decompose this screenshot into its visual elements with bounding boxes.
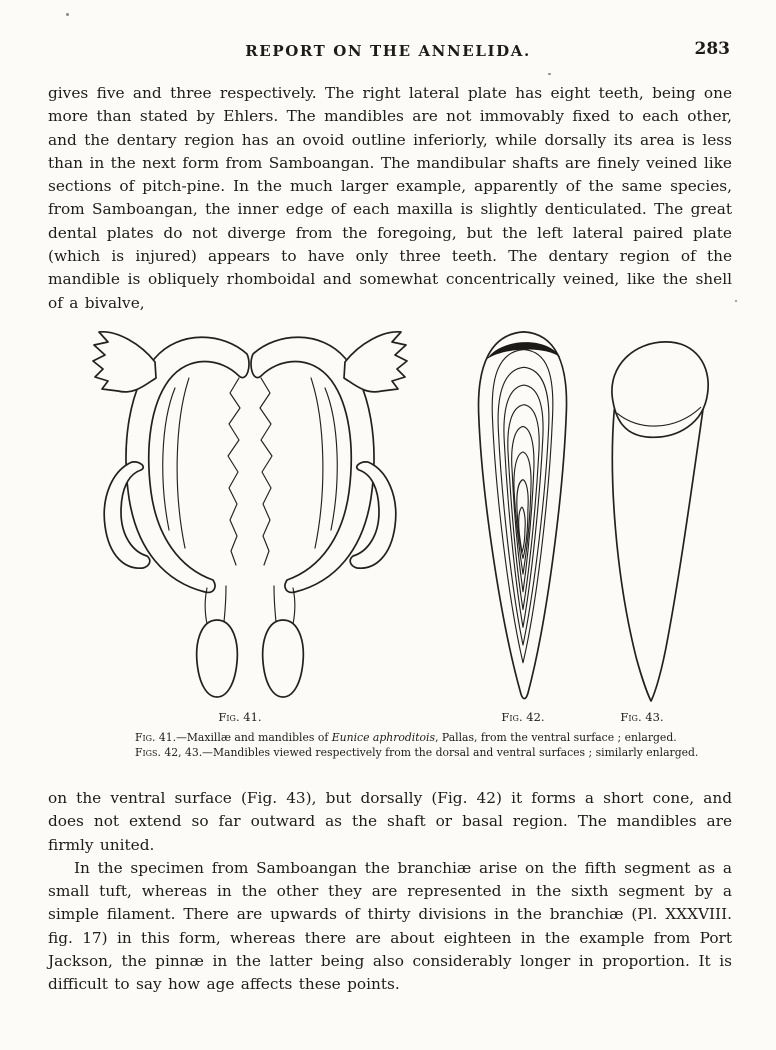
paragraph: on the ventral surface (Fig. 43), but dorsally (Fig. 42) it forms a short cone, and does not extend so far outward as the shaft or basal region. The mandibles are firmly united. (48, 789, 732, 854)
scan-speck (548, 73, 551, 75)
fig41-illustration (55, 320, 445, 705)
fig42-43-caption: Figs. 42, 43.—Mandibles viewed respectively from the dorsal and ventral surfaces ; similarly enlarged. (135, 745, 699, 759)
paragraph: gives five and three respectively. The right lateral plate has eight teeth, being one more than stated by Ehlers. The mandibles are not immovably fixed to each other, and the dentary region has an ovoid outline inferiorly, while dorsally its area is less than in the next form from Samboangan. The mandibular shafts are finely veined like sections of pitch-pine. In the much larger example, apparently of the same species, from Samboangan, the inner edge of each maxilla is slightly denticulated. The great dental plates do not diverge from the foregoing, but the left lateral paired plate (which is injured) appears to have only three teeth. The dentary region of the mandible is obliquely rhomboidal and somewhat concentrically veined, like the shell of a bivalve, (48, 84, 732, 312)
figure-captions (135, 731, 699, 760)
scan-speck (735, 300, 737, 302)
species-name: Eunice aphroditois (331, 731, 436, 744)
fig42-illustration (459, 323, 587, 709)
fig41-label: Fig. 41. (218, 710, 262, 724)
body-text-top (48, 82, 732, 315)
paragraph: In the specimen from Samboangan the branchiæ arise on the fifth segment as a small tuft, whereas in the other they are represented in the sixth segment by a simple filament. There are upwards of thirty divisions in the branchiæ (Pl. XXXVIII. fig. 17) in this form, whereas there are about eighteen in the example from Port Jackson, the pinnæ in the latter being also considerably longer in proportion. It is difficult to say how age affects these points. (48, 858, 732, 994)
fig43-label: Fig. 43. (620, 710, 664, 724)
fig42-label: Fig. 42. (501, 710, 545, 724)
fig41-caption: Fig. 41.—Maxillæ and mandibles of Eunice aphroditois, Pallas, from the ventral surface ; enlarged. (135, 731, 677, 744)
page-title: REPORT ON THE ANNELIDA. (245, 42, 531, 60)
body-text-bottom (48, 787, 732, 997)
scan-speck (66, 13, 69, 16)
fig43-illustration (590, 330, 715, 705)
page-number: 283 (694, 39, 730, 59)
